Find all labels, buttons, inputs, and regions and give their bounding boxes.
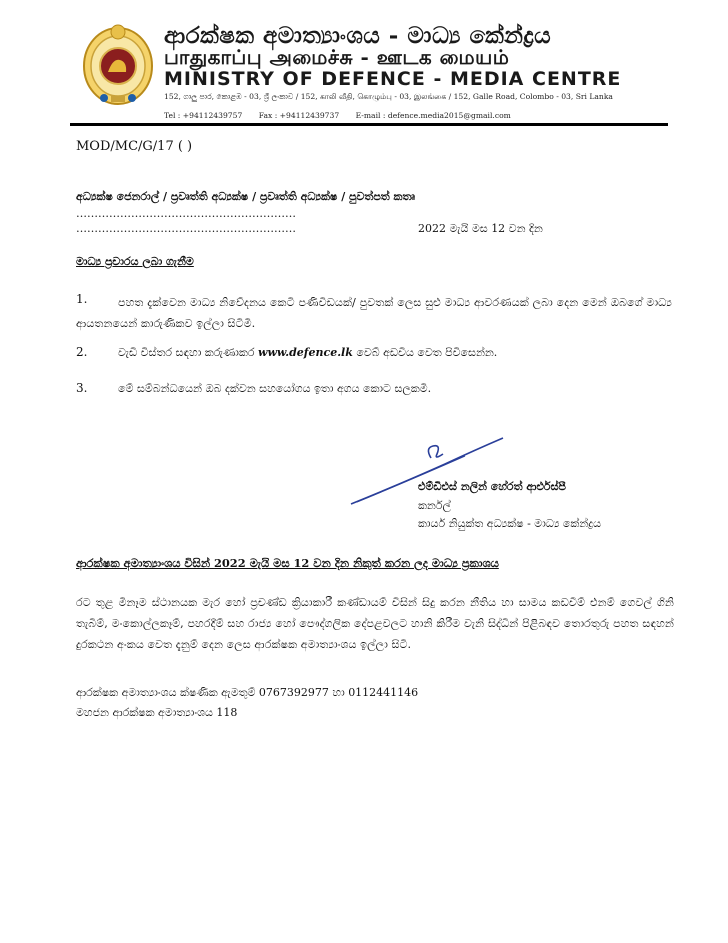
- email-text: E-mail : defence.media2015@gmail.com: [355, 111, 511, 120]
- recipient-dots-2: ……………………………………………………: [76, 222, 296, 235]
- letterhead-title-tamil: பாதுகாப்பு அமைச்சு - ஊடக மையம்: [164, 45, 510, 69]
- letterhead-divider: [70, 123, 668, 126]
- signatory-title: කාර්ය නියුක්ත අධ්‍යක්ෂ - මාධ්‍ය කේන්ද්‍රය: [418, 517, 602, 530]
- letterhead-contact: [164, 111, 525, 120]
- item-1-number: 1.: [76, 292, 88, 306]
- item-2-text-after: වෙබ් අඩවිය වෙත පිවිසෙන්න.: [352, 346, 498, 359]
- tel-text: Tel : +94112439757: [164, 111, 243, 120]
- reference-number: MOD/MC/G/17 ( ): [76, 139, 193, 154]
- subject-heading: මාධ්‍ය ප්‍රචාරය ලබා ගැනීම: [76, 255, 194, 268]
- hotline-line: ආරක්ෂක අමාත්‍යාංශය ක්ෂණික ඇමතුම් 0767392977 හා 0112441146: [76, 686, 419, 699]
- signatory-rank: කර්නල්: [418, 499, 451, 512]
- item-1-text: පහත දැක්වෙන මාධ්‍ය නිවේදනය කෙටි පණිවිඩයක්/ පුවතක් ලෙස සුළු මාධ්‍ය ආවරණයක් ලබා දෙන මෙන් ඔබගේ මාධ්‍ය ආයතනයෙන් කාරුණිකව ඉල්ලා සිටිමි.: [76, 296, 672, 330]
- recipient-dots-1: ……………………………………………………: [76, 207, 296, 220]
- signatory-name: එම්ඩීඑස් නලින් හේරත් ආර්එස්පී: [418, 480, 566, 493]
- release-body: රට තුළ මිනෑම ස්ථානයක මැර හෝ ප්‍රචණ්ඩ ක්‍රියාකාරී කණ්ඩායම් විසින් සිදු කරන නීතිය හා සාමය කඩවීම් එනම් ගෙවල් ගිනි තැබීම්, මංකොල්ලකෑම්, පහරදීම් සහ රාජ්‍ය හෝ පෞද්ගලික දේපළවලට හානි කිරීම වැනි සිද්ධීන් පිළිබඳව තොරතුරු පහත සඳහන් දුරකථන අංකය වෙත දැනුම් දෙන ලෙස ආරක්ෂක අමාත්‍යාංශය ඉල්ලා සිටී.: [76, 596, 674, 651]
- item-3-number: 3.: [76, 381, 88, 395]
- item-2-number: 2.: [76, 345, 88, 359]
- sri-lanka-emblem-icon: [80, 20, 156, 106]
- letterhead-title-sinhala: ආරක්ෂක අමාත්‍යාංශය - මාධ්‍ය කේන්ද්‍රය: [164, 22, 552, 49]
- release-heading: ආරක්ෂක අමාත්‍යාංශය විසින් 2022 මැයි මස 12 වන දින නිකුත් කරන ලද මාධ්‍ය ප්‍රකාශය: [76, 556, 499, 570]
- letterhead-title-english: MINISTRY OF DEFENCE - MEDIA CENTRE: [164, 68, 622, 90]
- fax-text: Fax : +94112439737: [258, 111, 340, 120]
- website-link[interactable]: www.defence.lk: [257, 346, 353, 359]
- signature-icon: [345, 430, 515, 510]
- recipient-line: අධ්‍යක්ෂ ජෙනරාල් / ප්‍රවෘත්ති අධ්‍යක්ෂ / ප්‍රවෘත්ති අධ්‍යක්ෂ / පුවත්පත් කතෘ: [76, 190, 416, 203]
- public-hotline-line: මහජන ආරක්ෂක අමාත්‍යාංශය 118: [76, 706, 238, 719]
- letter-date: 2022 මැයි මස 12 වන දින: [418, 222, 543, 235]
- item-3-text: මේ සම්බන්ධයෙන් ඔබ දක්වන සහයෝගය ඉතා අගය කොට සලකමි.: [118, 382, 432, 395]
- letterhead-address: 152, ගාලු පාර, කොළඹ - 03, ශ්‍රී ලංකාව / 152, காலி வீதி, கொழும்பு - 03, இலங்கை / 152, Galle Road, Colombo - 03, Sri Lanka: [164, 92, 613, 101]
- item-2-text: [118, 346, 497, 360]
- item-2-text-before: වැඩි විස්තර සඳහා කරුණාකර: [118, 346, 258, 359]
